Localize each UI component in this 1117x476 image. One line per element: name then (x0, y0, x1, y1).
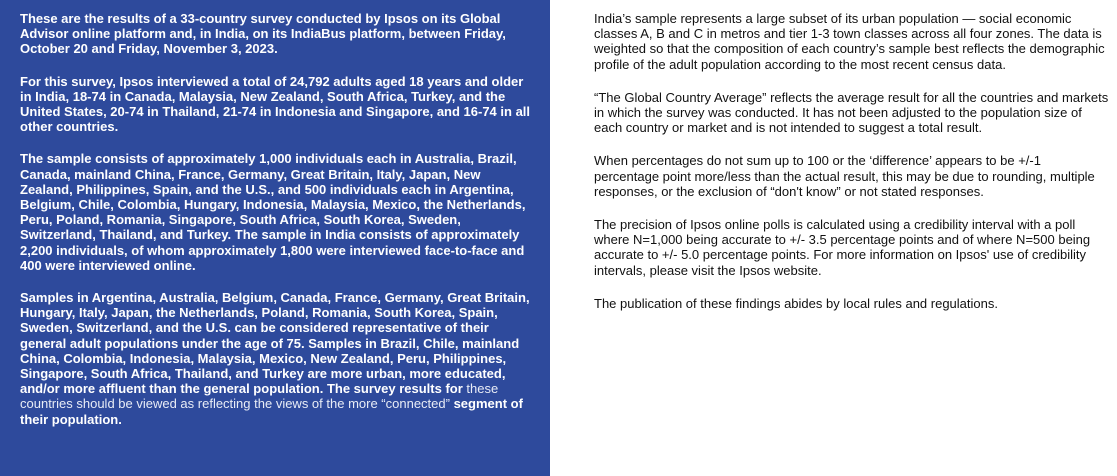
representativeness-paragraph (20, 290, 532, 427)
methodology-panel-right (594, 11, 1109, 329)
survey-intro-paragraph: These are the results of a 33-country survey conducted by Ipsos on its Global Advisor online platform and, in India, on its IndiaBus platform, between Friday, October 20 and Friday, November 3, 2023. (20, 11, 506, 57)
sample-size-paragraph: The sample consists of approximately 1,000 individuals each in Australia, Brazil, Canada, mainland China, France, Germany, Great Britain, Italy, Japan, New Zealand, Philippines, Spain, and the U.S., and 500 individuals each in Argentina, Belgium, Chile, Colombia, Hungary, Indonesia, Malaysia, Mexico, the Netherlands, Peru, Poland, Romania, Singapore, South Africa, South Korea, Sweden, Switzerland, Thailand, and Turkey. The sample in India consists of approximately 2,200 individuals, of whom approximately 1,800 were interviewed face-to-face and 400 were interviewed online. (20, 151, 526, 273)
global-average-paragraph: “The Global Country Average” reflects the average result for all the countries and markets in which the survey was conducted. It has not been adjusted to the population size of each country or market and is not intended to suggest a total result. (594, 89, 1109, 136)
connected-segment-text: these countries should be viewed as reflecting the views of the more “connected” (20, 381, 499, 412)
representativeness-text: Samples in Argentina, Australia, Belgium, Canada, France, Germany, Great Britain, Hungary, Italy, Japan, the Netherlands, Poland, Romania, South Korea, Spain, Sweden, Switzerland, and the U.S. can be considered representative of their general adult populations under the age of 75. Samples in Brazil, Chile, mainland China, Colombia, Indonesia, Malaysia, Mexico, New Zealand, Peru, Philippines, Singapore, South Africa, Thailand, and Turkey are more urban, more educated, and/or more affluent than the general population. The survey results for (20, 290, 530, 397)
rounding-paragraph: When percentages do not sum up to 100 or the ‘difference’ appears to be +/-1 percentage point more/less than the actual result, this may be due to rounding, multiple responses, or the exclusion of “don't know” or not stated responses. (594, 153, 1095, 199)
sample-age-paragraph: For this survey, Ipsos interviewed a total of 24,792 adults aged 18 years and older in India, 18-74 in Canada, Malaysia, New Zealand, South Africa, Turkey, and the United States, 20-74 in Thailand, 21-74 in Indonesia and Singapore, and 16-74 in all other countries. (20, 73, 531, 135)
population-segment-text: segment of their population. (20, 396, 523, 427)
india-sample-paragraph: India’s sample represents a large subset of its urban population — social economic classes A, B and C in metros and tier 1-3 town classes across all four zones. The data is weighted so that the composition of each country’s sample best reflects the demographic profile of the adult population according to the most recent census data. (594, 11, 1105, 72)
precision-paragraph: The precision of Ipsos online polls is calculated using a credibility interval with a poll where N=1,000 being accurate to +/- 3.5 percentage points and of where N=500 being accurate to +/- 5.0 percentage points. For more information on Ipsos' use of credibility intervals, please visit the Ipsos website. (594, 217, 1091, 278)
methodology-panel-left (0, 0, 550, 476)
publication-paragraph: The publication of these findings abides by local rules and regulations. (594, 295, 998, 311)
